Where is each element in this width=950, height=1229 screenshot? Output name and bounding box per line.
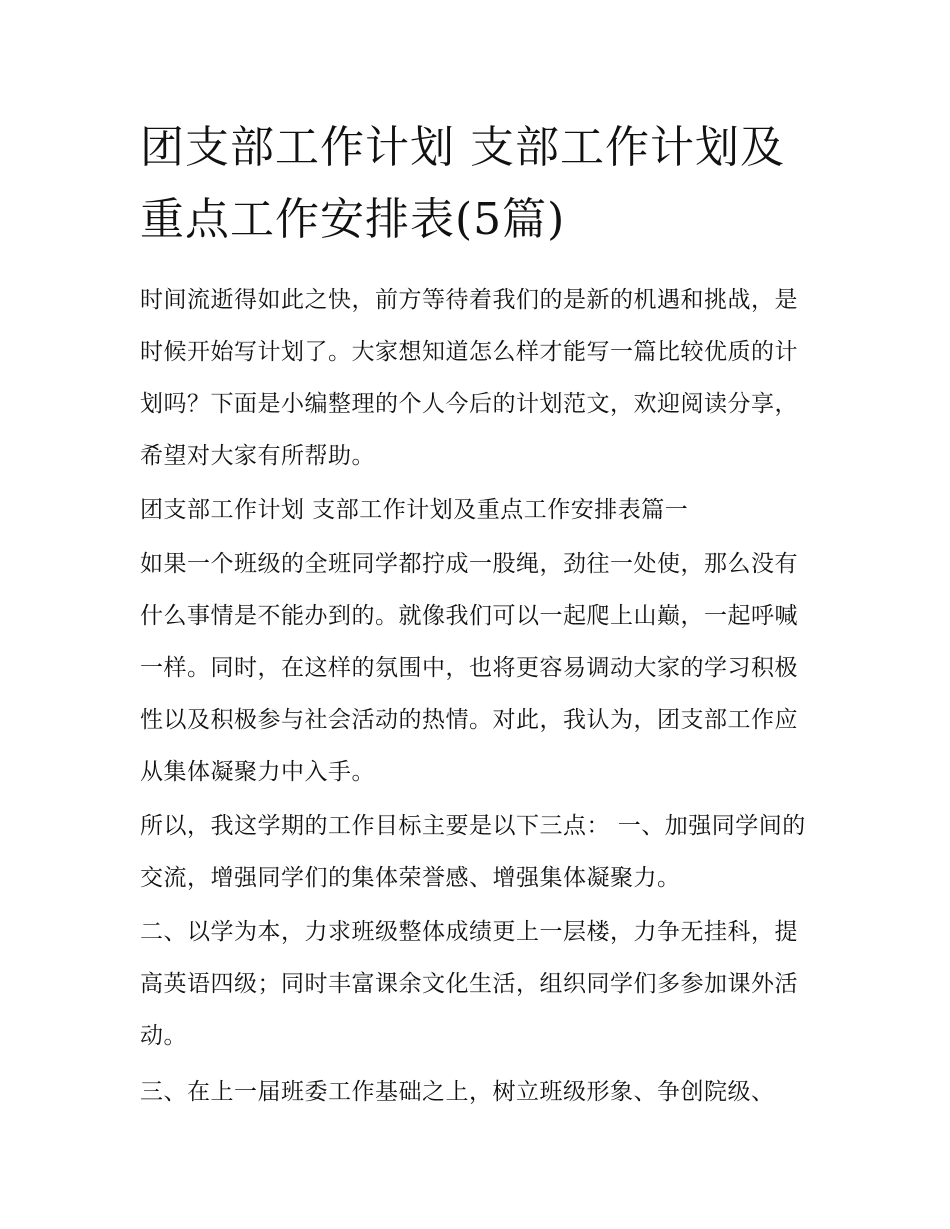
document-title: 团支部工作计划 支部工作计划及重点工作安排表(5篇) — [140, 122, 785, 245]
intro-paragraph: 时间流逝得如此之快，前方等待着我们的是新的机遇和挑战，是时候开始写计划了。大家想知道怎么样才能写一篇比较优质的计划吗？下面是小编整理的个人今后的计划范文，欢迎阅读分享，希望对大家有所帮助。 — [140, 287, 798, 469]
body-paragraph: 三、在上一届班委工作基础之上，树立班级形象、争创院级、 — [140, 1079, 775, 1105]
section-heading: 团支部工作计划 支部工作计划及重点工作安排表篇一 — [140, 497, 689, 523]
body-paragraph: 二、以学为本，力求班级整体成绩更上一层楼，力争无挂科，提高英语四级；同时丰富课余文化生活，组织同学们多参加课外活动。 — [140, 919, 798, 1049]
body-paragraph: 如果一个班级的全班同学都拧成一股绳，劲往一处使，那么没有什么事情是不能办到的。就像我们可以一起爬上山巅，一起呼喊一样。同时，在这样的氛围中，也将更容易调动大家的学习积极性以及积极参与社会活动的热情。对此，我认为，团支部工作应从集体凝聚力中入手。 — [140, 551, 798, 785]
document-body — [140, 274, 812, 1120]
body-paragraph: 所以，我这学期的工作目标主要是以下三点： 一、加强同学间的交流，增强同学们的集体荣誉感、增强集体凝聚力。 — [140, 813, 806, 891]
